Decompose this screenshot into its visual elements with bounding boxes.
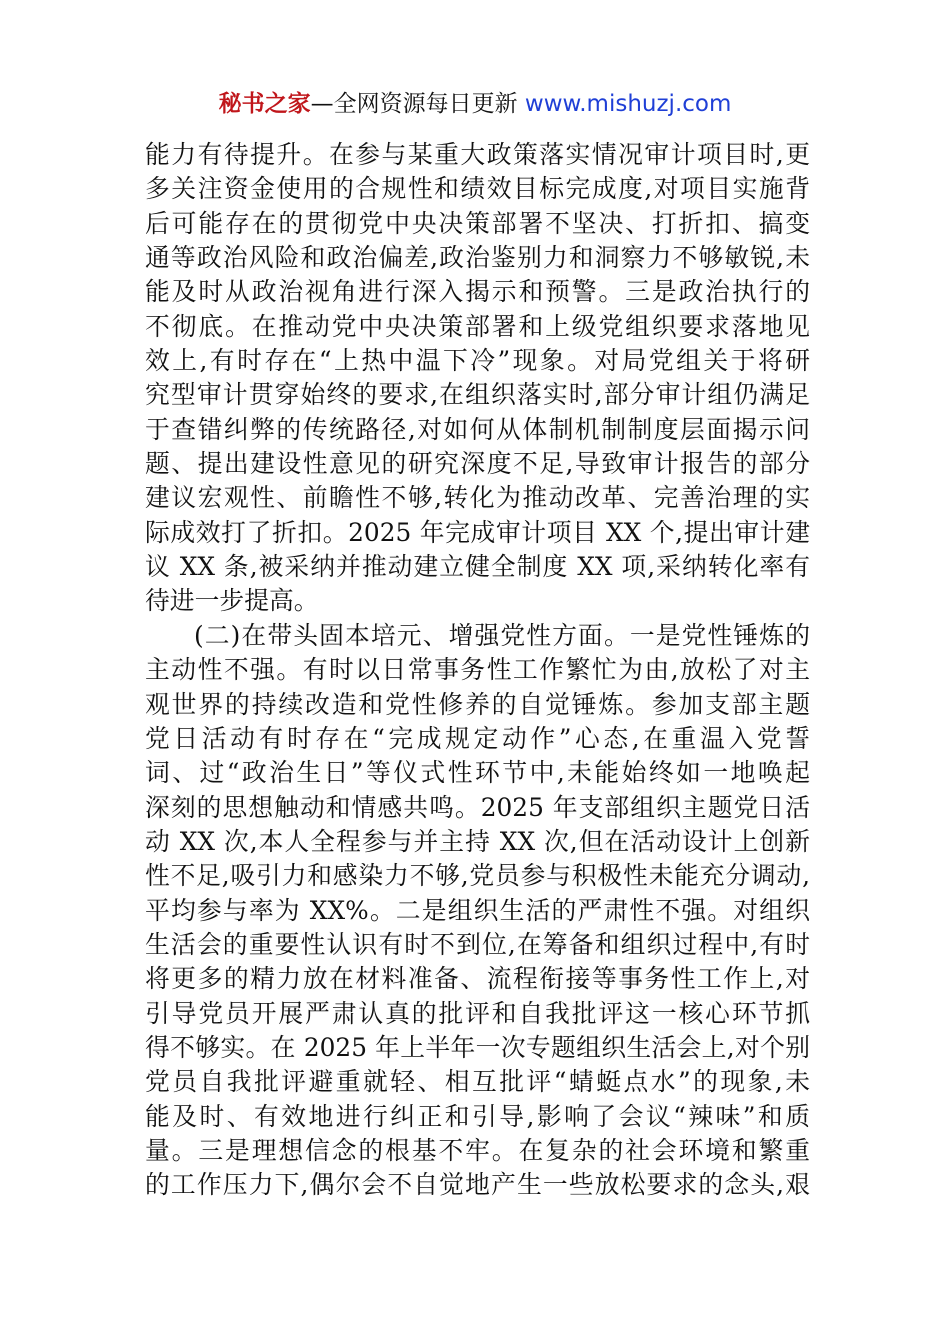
body-line: 际成效打了折扣。2025 年完成审计项目 XX 个,提出审计建 (145, 517, 810, 547)
body-line: 将更多的精力放在材料准备、流程衔接等事务性工作上,对 (145, 964, 810, 994)
body-line: 引导党员开展严肃认真的批评和自我批评这一核心环节抓 (145, 998, 810, 1028)
body-line: 观世界的持续改造和党性修养的自觉锤炼。参加支部主题 (145, 689, 810, 719)
body-line: 能及时从政治视角进行深入揭示和预警。三是政治执行的 (145, 277, 810, 307)
body-line: 通等政治风险和政治偏差,政治鉴别力和洞察力不够敏锐,未 (145, 243, 810, 273)
body-line: 平均参与率为 XX%。二是组织生活的严肃性不强。对组织 (145, 895, 810, 925)
header-url-link[interactable]: www.mishuzj.com (524, 91, 732, 117)
body-line: 的工作压力下,偶尔会不自觉地产生一些放松要求的念头,艰 (145, 1170, 810, 1200)
body-line: 性不足,吸引力和感染力不够,党员参与积极性未能充分调动, (145, 861, 810, 891)
body-line: 多关注资金使用的合规性和绩效目标完成度,对项目实施背 (145, 174, 810, 204)
body-line: 党日活动有时存在“完成规定动作”心态,在重温入党誓 (145, 723, 810, 753)
header-tagline: —全网资源每日更新 (310, 91, 525, 117)
page-header (0, 88, 950, 120)
body-line: 效上,有时存在“上热中温下冷”现象。对局党组关于将研 (145, 346, 810, 376)
body-line: 后可能存在的贯彻党中央决策部署不坚决、打折扣、搞变 (145, 208, 810, 238)
document-body (145, 138, 810, 1203)
body-line: 于查错纠弊的传统路径,对如何从体制机制制度层面揭示问 (145, 414, 810, 444)
body-line: 得不够实。在 2025 年上半年一次专题组织生活会上,对个别 (145, 1032, 810, 1062)
body-line: 能力有待提升。在参与某重大政策落实情况审计项目时,更 (145, 140, 810, 169)
body-line: 究型审计贯穿始终的要求,在组织落实时,部分审计组仍满足 (145, 380, 810, 410)
body-line: 动 XX 次,本人全程参与并主持 XX 次,但在活动设计上创新 (145, 826, 810, 856)
body-line: 不彻底。在推动党中央决策部署和上级党组织要求落地见 (145, 311, 810, 341)
section-heading-line: (二)在带头固本培元、增强党性方面。一是党性锤炼的 (194, 620, 810, 650)
body-line: 待进一步提高。 (145, 586, 319, 616)
body-line: 议 XX 条,被采纳并推动建立健全制度 XX 项,采纳转化率有 (145, 552, 810, 582)
body-line: 题、提出建设性意见的研究深度不足,导致审计报告的部分 (145, 449, 810, 479)
body-line: 党员自我批评避重就轻、相互批评“蜻蜓点水”的现象,未 (145, 1067, 810, 1097)
body-line: 能及时、有效地进行纠正和引导,影响了会议“辣味”和质 (145, 1101, 810, 1131)
body-line: 建议宏观性、前瞻性不够,转化为推动改革、完善治理的实 (145, 483, 810, 513)
body-line: 生活会的重要性认识有时不到位,在筹备和组织过程中,有时 (145, 929, 810, 959)
header-brand: 秘书之家 (218, 91, 311, 117)
body-line: 量。三是理想信念的根基不牢。在复杂的社会环境和繁重 (145, 1135, 810, 1165)
body-line: 深刻的思想触动和情感共鸣。2025 年支部组织主题党日活 (145, 792, 810, 822)
body-line: 主动性不强。有时以日常事务性工作繁忙为由,放松了对主 (145, 655, 810, 685)
body-line: 词、过“政治生日”等仪式性环节中,未能始终如一地唤起 (145, 758, 810, 788)
